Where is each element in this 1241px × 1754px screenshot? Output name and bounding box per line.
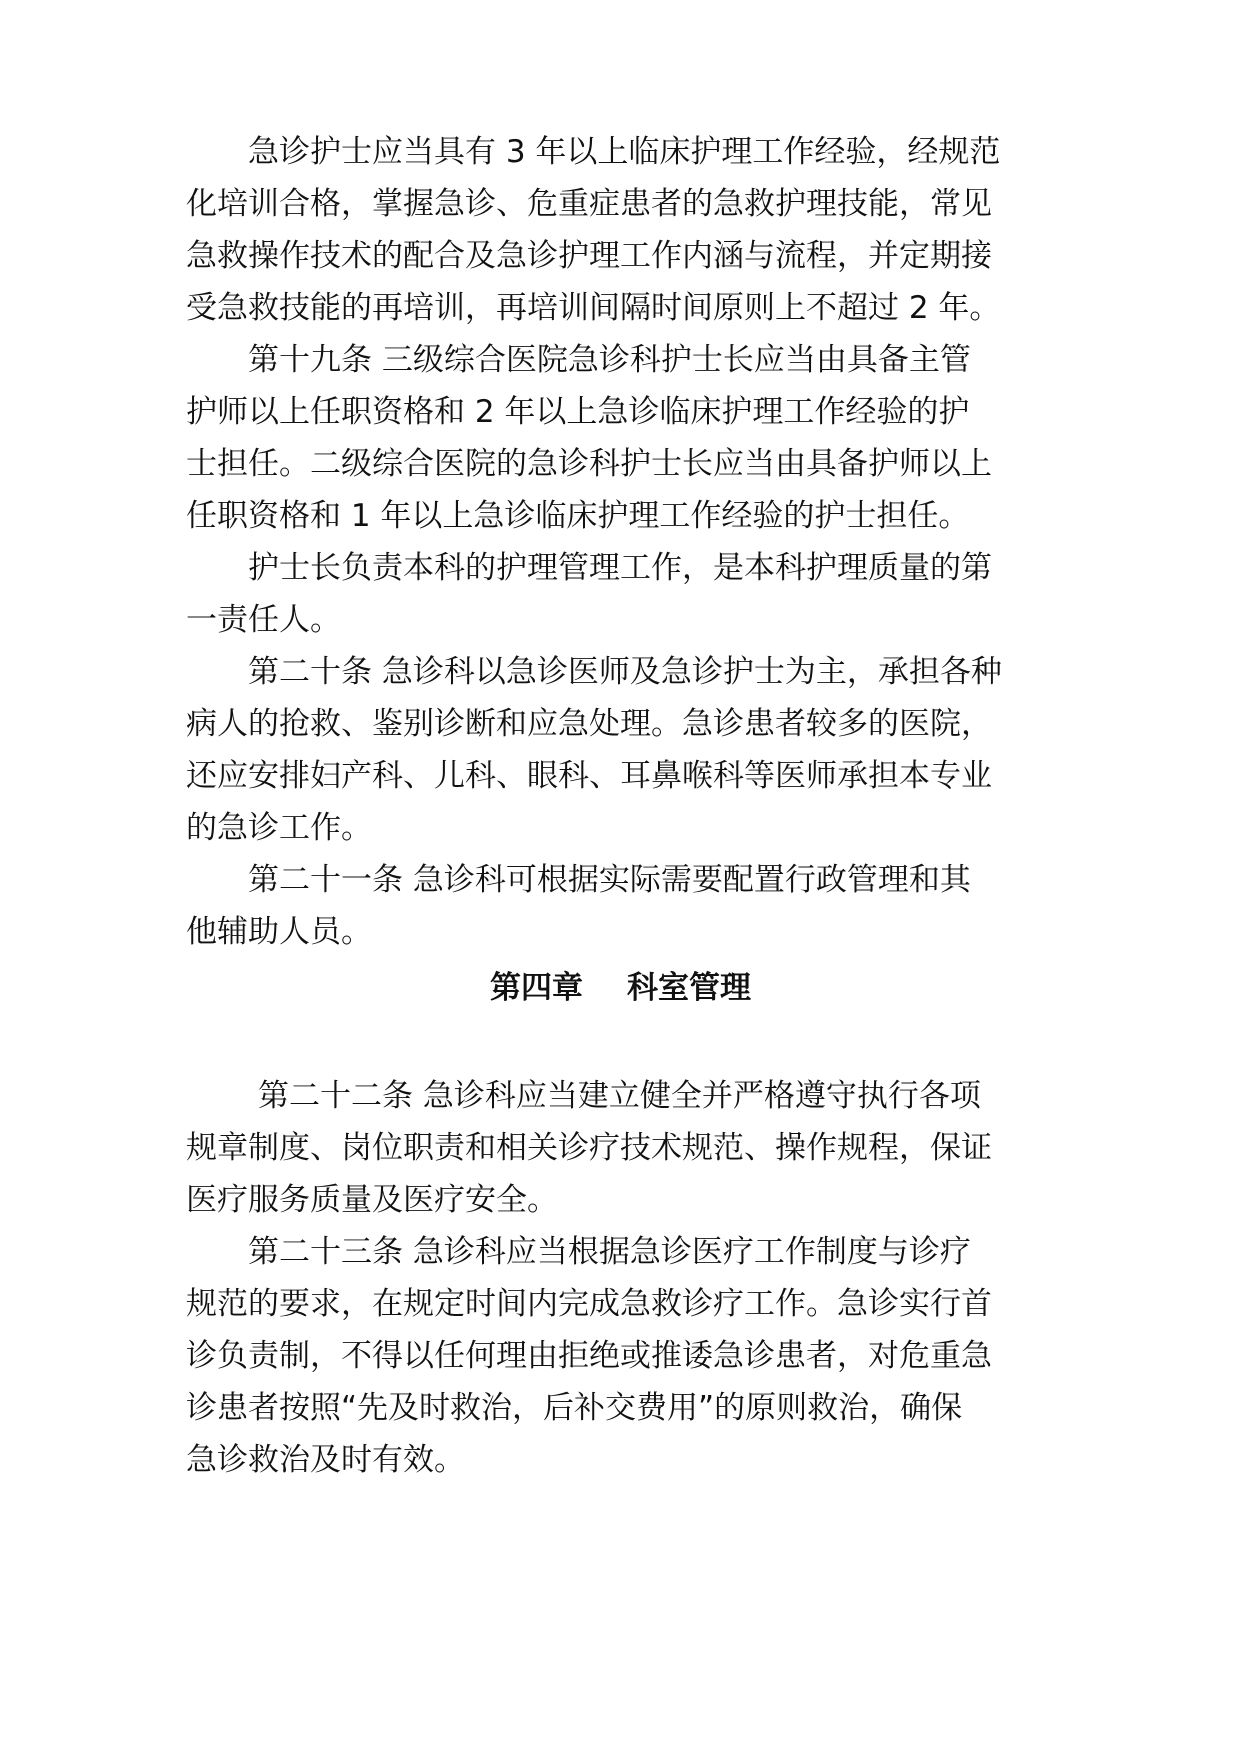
paragraph-line: 还应安排妇产科、儿科、眼科、耳鼻喉科等医师承担本专业 (186, 758, 992, 794)
paragraph-line: 化培训合格，掌握急诊、危重症患者的急救护理技能，常见 (186, 186, 992, 222)
paragraph-line: 一责任人。 (186, 602, 341, 638)
article-23-line: 第二十三条 急诊科应当根据急诊医疗工作制度与诊疗 (248, 1234, 971, 1270)
paragraph-line: 急诊救治及时有效。 (186, 1442, 465, 1478)
paragraph-line: 他辅助人员。 (186, 914, 372, 950)
paragraph-line: 任职资格和 1 年以上急诊临床护理工作经验的护士担任。 (186, 498, 970, 534)
paragraph-line: 病人的抢救、鉴别诊断和应急处理。急诊患者较多的医院， (186, 706, 992, 742)
paragraph-line: 的急诊工作。 (186, 810, 372, 846)
paragraph-line: 诊负责制，不得以任何理由拒绝或推诿急诊患者，对危重急 (186, 1338, 992, 1374)
chapter-number: 第四章 (490, 970, 583, 1006)
paragraph-line: 医疗服务质量及医疗安全。 (186, 1182, 558, 1218)
paragraph-line: 受急救技能的再培训，再培训间隔时间原则上不超过 2 年。 (186, 290, 1001, 326)
paragraph-line: 护师以上任职资格和 2 年以上急诊临床护理工作经验的护 (186, 394, 970, 430)
paragraph-line: 规章制度、岗位职责和相关诊疗技术规范、操作规程，保证 (186, 1130, 992, 1166)
paragraph-line: 护士长负责本科的护理管理工作，是本科护理质量的第 (248, 550, 992, 586)
paragraph-line: 诊患者按照“先及时救治，后补交费用”的原则救治，确保 (186, 1390, 963, 1426)
paragraph-line: 规范的要求，在规定时间内完成急救诊疗工作。急诊实行首 (186, 1286, 992, 1322)
paragraph-line: 士担任。二级综合医院的急诊科护士长应当由具备护师以上 (186, 446, 992, 482)
article-19-line: 第十九条 三级综合医院急诊科护士长应当由具备主管 (248, 342, 971, 378)
chapter-title: 科室管理 (627, 970, 751, 1006)
article-22-line: 第二十二条 急诊科应当建立健全并严格遵守执行各项 (258, 1078, 981, 1114)
chapter-heading (0, 962, 1241, 1014)
article-20-line: 第二十条 急诊科以急诊医师及急诊护士为主，承担各种 (248, 654, 1002, 690)
paragraph-line: 急诊护士应当具有 3 年以上临床护理工作经验，经规范 (248, 134, 1001, 170)
paragraph-line: 急救操作技术的配合及急诊护理工作内涵与流程，并定期接 (186, 238, 992, 274)
article-21-line: 第二十一条 急诊科可根据实际需要配置行政管理和其 (248, 862, 971, 898)
